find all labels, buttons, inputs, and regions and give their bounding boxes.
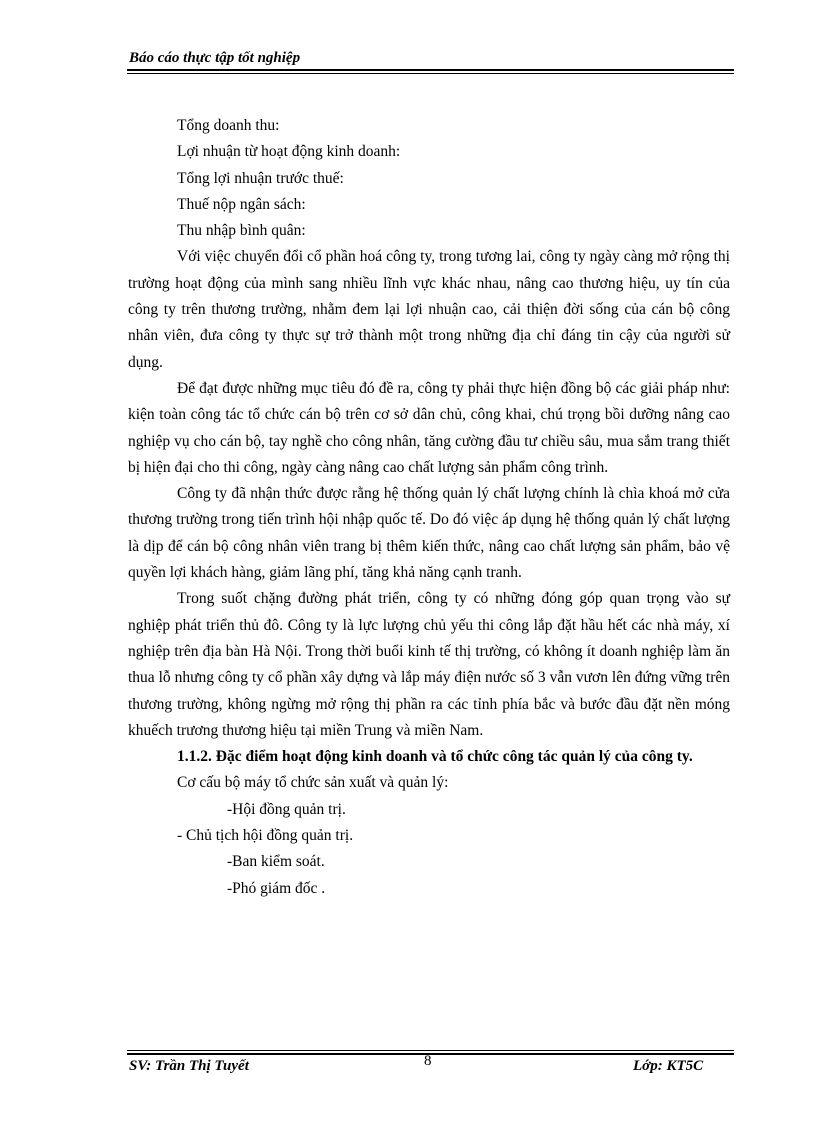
paragraph: Công ty đã nhận thức được rằng hệ thống quản lý chất lượng chính là chìa khoá mở cửa thương trường trong tiến trình hội nhập quốc tế. Do đó việc áp dụng hệ thống quản lý chất lượng là dịp để cán bộ công nhân viên trang bị thêm kiến thức, nâng cao chất lượng sản phẩm, bảo vệ quyền lợi khách hàng, giảm lãng phí, tăng khả năng cạnh tranh. [128,485,730,582]
body-line-pretax-profit: Tổng lợi nhuận trước thuế: [177,169,344,187]
footer-student-name: SV: Trần Thị Tuyết [129,1058,249,1074]
header-divider-thin [127,73,734,74]
structure-intro: Cơ cấu bộ máy tổ chức sản xuất và quản lý: [177,774,449,792]
list-item: - Chủ tịch hội đồng quản trị. [177,827,354,845]
page-number: 8 [424,1053,432,1069]
body-line-tax-paid: Thuế nộp ngân sách: [177,195,306,213]
body-line-average-income: Thu nhập bình quân: [177,222,306,240]
body-line-operating-profit: Lợi nhuận từ hoạt động kinh doanh: [177,143,401,161]
list-item: -Hội đồng quản trị. [227,800,346,818]
header-divider-thick [127,69,734,71]
list-item: -Ban kiểm soát. [227,853,325,871]
footer-class: Lớp: KT5C [633,1058,704,1074]
paragraph: Trong suốt chặng đường phát triển, công ty có những đóng góp quan trọng vào sự nghiệp phát triển thủ đô. Công ty là lực lượng chủ yếu thi công lắp đặt hầu hết các nhà máy, xí nghiệp trên địa bàn Hà Nội. Trong thời buổi kinh tế thị trường, có không ít doanh nghiệp làm ăn thua lỗ nhưng công ty cổ phần xây dựng và lắp máy điện nước số 3 vẫn vươn lên đứng vững trên thương trường, không ngừng mở rộng thị phần ra các tỉnh phía bắc và bước đầu đặt nền móng khuếch trương thương hiệu tại miền Trung và miền Nam. [128,590,730,739]
header-title: Báo cáo thực tập tốt nghiệp [129,50,301,66]
section-heading: 1.1.2. Đặc điểm hoạt động kinh doanh và tổ chức công tác quản lý của công ty. [177,748,693,766]
footer-divider-thin [127,1050,734,1051]
paragraph: Với việc chuyển đổi cổ phần hoá công ty, trong tương lai, công ty ngày càng mở rộng thị trường hoạt động của mình sang nhiều lĩnh vực khác nhau, nâng cao thương hiệu, uy tín của công ty trên thương trường, nhằm đem lại lợi nhuận cao, cải thiện đời sống của cán bộ công nhân viên, đưa công ty thực sự trở thành một trong những địa chỉ đáng tin cậy của người sử dụng. [128,248,730,371]
body-line-total-revenue: Tổng doanh thu: [177,117,280,134]
document-body [128,113,730,902]
paragraph: Để đạt được những mục tiêu đó đề ra, công ty phải thực hiện đồng bộ các giải pháp như: kiện toàn công tác tổ chức cán bộ trên cơ sở dân chủ, công khai, chú trọng bồi dưỡng nâng cao nghiệp vụ cho cán bộ, tay nghề cho công nhân, tăng cường đầu tư chiều sâu, mua sắm trang thiết bị hiện đại cho thi công, ngày càng nâng cao chất lượng sản phẩm công trình. [128,379,730,476]
list-item: -Phó giám đốc . [227,879,326,897]
